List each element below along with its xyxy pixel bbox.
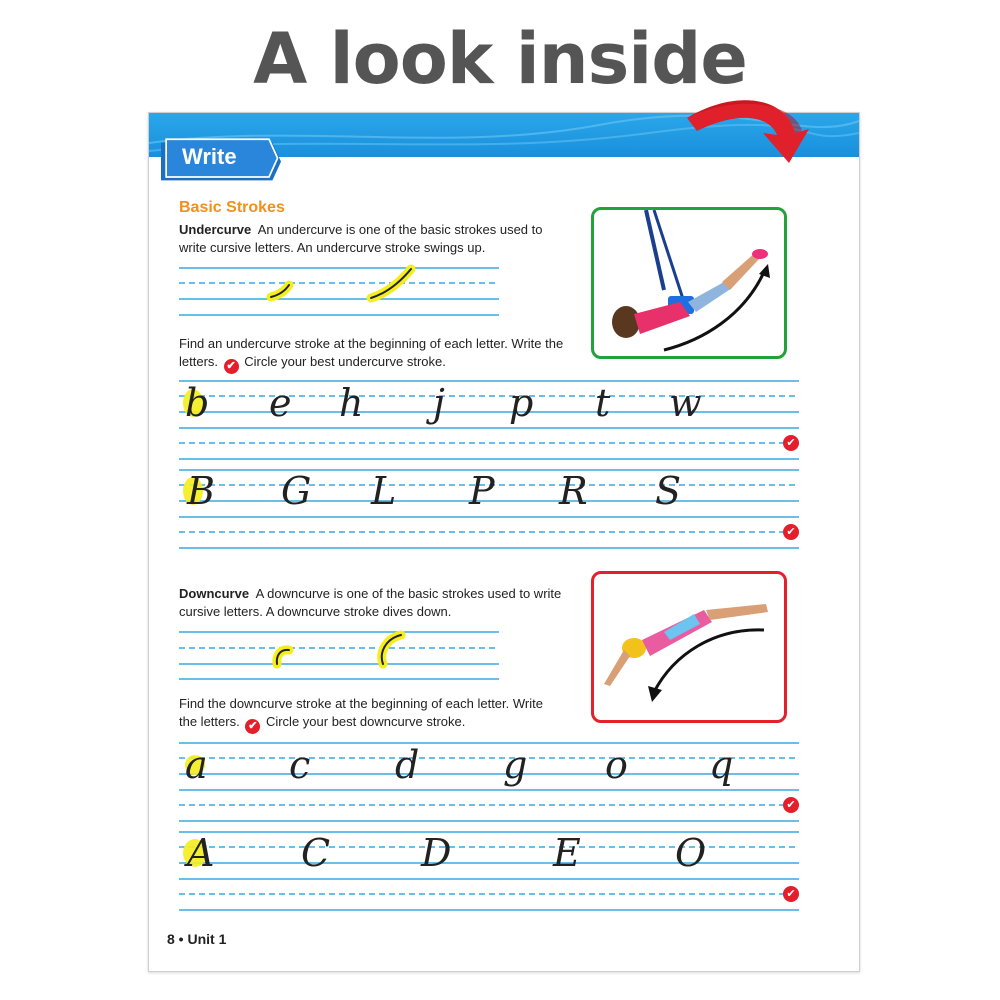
undercurve-term: Undercurve: [179, 222, 252, 237]
swing-photo: [591, 207, 787, 359]
headline: A look inside: [253, 18, 747, 100]
letter-L: L: [371, 469, 397, 513]
workbook-page: [148, 112, 860, 972]
downcurve-stroke-samples: [277, 635, 401, 664]
letter-t: t: [595, 381, 611, 425]
letter-P: P: [469, 469, 495, 513]
letter-w: w: [669, 381, 702, 425]
letter-c: c: [289, 743, 311, 787]
downcurve-text: A downcurve is one of the basic strokes used to write cursive letters. A downcurve stroke dives down.: [179, 586, 562, 619]
letter-h: h: [339, 381, 364, 425]
diver-illustration: [594, 574, 784, 720]
check-icon: ✔: [245, 719, 260, 734]
downcurve-instruction-post: Circle your best downcurve stroke.: [265, 714, 466, 729]
letter-G: G: [281, 469, 312, 513]
section-title: Basic Strokes: [179, 199, 285, 216]
letter-q: q: [709, 743, 734, 787]
letter-b: b: [185, 381, 210, 425]
letter-O: O: [675, 831, 707, 875]
tab-label: Write: [182, 144, 237, 169]
letter-A: A: [187, 831, 215, 875]
page-footer: 8 • Unit 1: [167, 931, 227, 947]
letter-C: C: [301, 831, 331, 875]
check-icon: ✔: [224, 359, 239, 374]
letter-g: g: [503, 743, 528, 787]
letter-a: a: [185, 743, 208, 787]
letter-D: D: [421, 831, 452, 875]
letter-B: B: [187, 469, 215, 513]
downcurve-instruction-pre: Find the downcurve stroke at the beginning of each letter. Write the letters.: [179, 696, 543, 729]
letter-j: j: [433, 381, 445, 425]
letter-E: E: [553, 831, 581, 875]
downcurve-term: Downcurve: [179, 586, 250, 601]
letter-d: d: [395, 743, 420, 787]
letter-e: e: [269, 381, 292, 425]
letter-o: o: [605, 743, 628, 787]
check-icon: ✔: [783, 886, 799, 902]
check-icon: ✔: [783, 524, 799, 540]
letter-R: R: [559, 469, 588, 513]
undercurve-instruction-post: Circle your best undercurve stroke.: [244, 354, 446, 369]
letter-p: p: [509, 381, 534, 425]
dive-photo: [591, 571, 787, 723]
check-icon: ✔: [783, 797, 799, 813]
check-icon: ✔: [783, 435, 799, 451]
letter-S: S: [655, 469, 682, 513]
undercurve-instruction-pre: Find an undercurve stroke at the beginning of each letter. Write the letters.: [179, 336, 564, 369]
girl-on-swing-illustration: [594, 210, 784, 356]
undercurve-text: An undercurve is one of the basic strokes used to write cursive letters. An undercurve stroke swings up.: [179, 222, 543, 255]
